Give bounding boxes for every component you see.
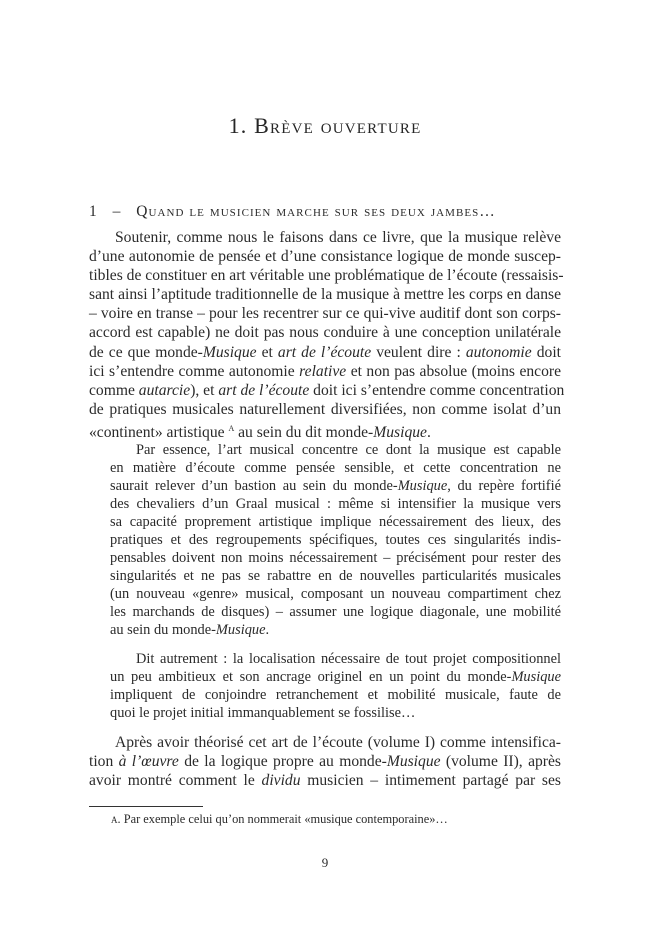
footnote-reference[interactable]: A (228, 423, 235, 433)
page-number: 9 (321, 855, 329, 870)
text-line: Après avoir théorisé cet art de l’écoute (volume I) comme intensifica- (115, 734, 561, 751)
text-line: Soutenir, comme nous le faisons dans ce livre, que la musique relève (115, 229, 561, 246)
text-line: les marchands de disques) – assumer une logique diagonale, une mobilité (110, 603, 561, 620)
section-heading (89, 203, 561, 221)
section-number: 1 (89, 203, 98, 220)
text-line: Par essence, l’art musical concentre ce dont la musique est capable (136, 442, 561, 458)
text-line: Dit autrement : la localisation nécessaire de tout projet compositionnel (136, 651, 561, 667)
text-line: impliquent de conjoindre retranchement et mobilité musicale, faute de (110, 686, 561, 703)
text-line: (un nouveau «genre» musical, composant un nouveau compartiment chez (110, 585, 561, 602)
footnote-divider (89, 806, 203, 807)
text-line: comme autarcie), et art de l’écoute doit ici s’entendre comme concentration (89, 381, 565, 399)
section-separator: – (112, 203, 122, 220)
text-line: avoir montré comment le dividu musicien – intimement partagé par ses (89, 772, 561, 790)
text-line: – voire en transe – pour les recentrer sur ce qui-vive auditif dont son corps- (89, 305, 561, 323)
indented-paragraph-1 (110, 442, 561, 639)
text-line: sa capacité proprement artistique implique nécessairement des lieux, des (110, 513, 561, 530)
text-line: en matière d’écoute comme pensée sensible, et cette concentration ne (110, 459, 561, 476)
chapter-title: 1. Brève ouverture (228, 113, 422, 138)
text-line: sant ainsi l’aptitude traditionnelle de la musique à mettre les corps en danse (89, 286, 561, 304)
text-line: des chevaliers d’un Graal musical : même si intensifier la musique vers (110, 495, 561, 512)
text-line: de pratiques musicales naturellement diversifiées, non comme isolat d’un (89, 400, 561, 418)
indented-paragraph-2 (110, 651, 561, 723)
section-title: Quand le musicien marche sur ses deux jambes… (136, 203, 496, 220)
text-line: tion à l’œuvre de la logique propre au monde-Musique (volume II), après (89, 753, 561, 771)
footnote (111, 811, 448, 827)
text-line: «continent» artistique $^A$ au sein du dit monde-Musique. (89, 423, 431, 441)
text-line: quoi le projet initial immanquablement se fossilise… (110, 704, 416, 721)
text-line: singularités et ne pas se rabattre en de nouvelles particularités musicales (110, 567, 561, 584)
text-line: d’une autonomie de pensée et d’une consistance logique de monde suscep- (89, 248, 561, 266)
paragraph-2 (89, 733, 561, 790)
footnote-marker: a (111, 812, 118, 826)
text-line: ici s’entendre comme autonomie relative et non pas absolue (moins encore (89, 362, 562, 380)
text-line: au sein du monde-Musique. (110, 621, 270, 638)
paragraph-1 (89, 228, 565, 442)
text-line: pratiques et des regroupements spécifiques, toutes ces singularités indis- (110, 531, 561, 548)
text-line: tibles de constituer en art véritable une problématique de l’écoute (ressaisis- (89, 267, 564, 285)
text-line: accord est capable) ne doit pas nous conduire à une conception unilatérale (89, 324, 561, 342)
text-line: un peu ambitieux et son ancrage originel en un point du monde-Musique (110, 668, 561, 685)
text-line: saurait relever d’un bastion au sein du monde-Musique, du repère fortifié (110, 477, 561, 494)
text-line: de ce que monde-Musique et art de l’écoute veulent dire : autonomie doit (89, 343, 561, 361)
footnote-text: . Par exemple celui qu’on nommerait «musique contemporaine»… (117, 812, 448, 826)
text-line: pensables doivent non moins nécessairement – précisément pour rester des (110, 549, 561, 566)
